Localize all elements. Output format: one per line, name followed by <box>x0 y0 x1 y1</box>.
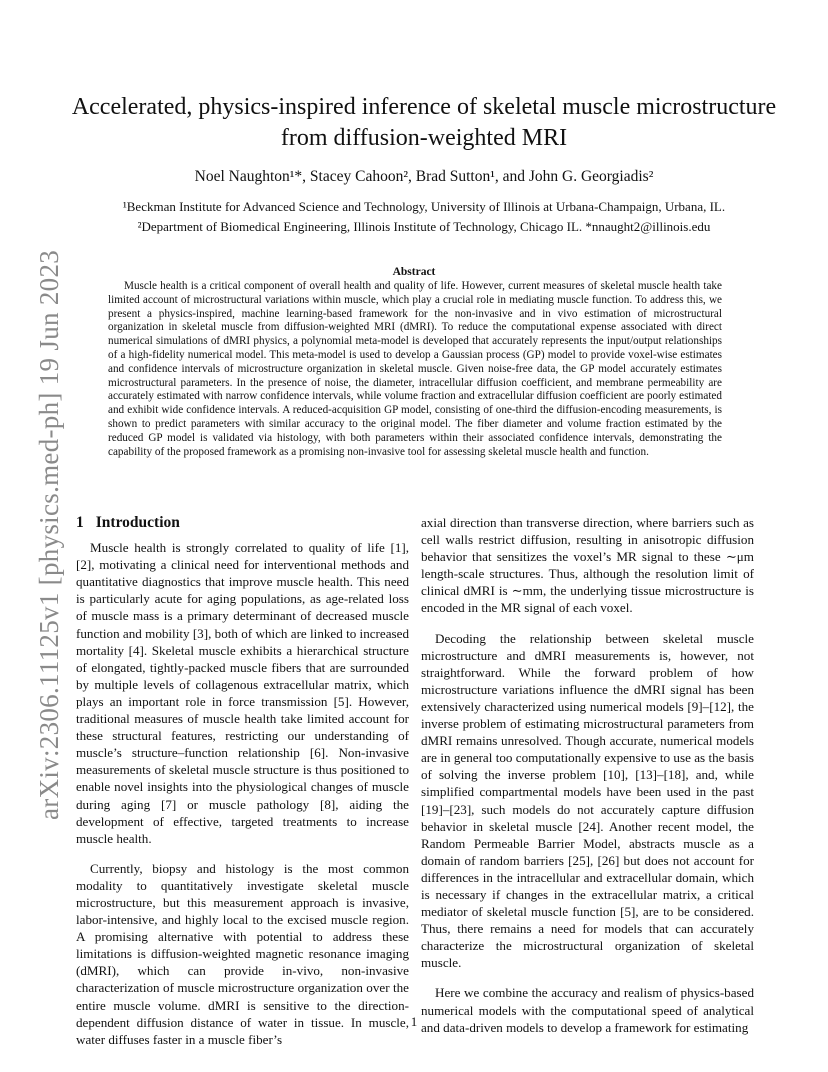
left-paragraph-1: Muscle health is strongly correlated to quality of life [1], [2], motivating a clinical need for interventional methods and quantitative diagnostics that improve muscle health. This need is particularly acute for aging populations, as age-related loss of muscle mass is a primary determinant of decreased muscle function and mobility [3], both of which are linked to increased mortality [4]. Skeletal muscle exhibits a hierarchical structure of elongated, tightly-packed muscle fibers that are surrounded by multiple levels of collagenous extracellular matrix, which plays an important role in force transmission [5]. However, traditional measures of muscle health take limited account for these structural features, restricting our understanding of muscle’s structure–function relationship [6]. Non-invasive measurements of skeletal muscle structure is thus positioned to enable novel insights into the physiological changes of muscle during aging [7] or muscle pathology [8], aiding the development of effective, targeted treatments to increase muscle health. <box>76 540 409 846</box>
right-column <box>421 514 754 1049</box>
right-paragraph-2: Decoding the relationship between skeletal muscle microstructure and dMRI measurements is, however, not straightforward. While the forward problem of how microstructure variations influence the dMRI signal has been extensively characterized using numerical models [9]–[12], the inverse problem of estimating microstructural parameters from dMRI remains unresolved. Though accurate, numerical models are in general too computationally expensive to use as the basis of solving the inverse problem [10], [13]–[18], and, while simplified compartmental models have been used in the past [19]–[23], such models do not accurately capture diffusion behavior in skeletal muscle [24]. Another recent model, the Random Permeable Barrier Model, abstracts muscle as a domain of random barriers [25], [26] but does not account for differences in the intracellular and extracellular domain, which is necessary if changes in the extracellular matrix, a critical mediator of skeletal muscle function [5], are to be considered. Thus, there remains a need for models that can accurately characterize the microstructural organization of skeletal muscle. <box>421 630 754 971</box>
left-paragraph-2: Currently, biopsy and histology is the most common modality to quantitatively investigate skeletal muscle microstructure, but this measurement approach is invasive, labor-intensive, and highly local to the excised muscle region. A promising alternative with potential to address these limitations is diffusion-weighted magnetic resonance imaging (dMRI), which can provide in-vivo, non-invasive characterization of muscle microstructure organization over the entire muscle volume. dMRI is sensitive to the direction-dependent diffusion distance of water in tissue. In muscle, water diffuses faster in a muscle fiber’s <box>76 860 409 1047</box>
section-number: 1 <box>76 514 84 531</box>
right-paragraph-3: Here we combine the accuracy and realism of physics-based numerical models with the computational speed of analytical and data-driven models to develop a framework for estimating <box>421 985 754 1035</box>
arxiv-identifier: arXiv:2306.11125v1 [physics.med-ph] 19 Jun 2023 <box>34 249 64 820</box>
left-column <box>76 514 409 1061</box>
abstract-heading: Abstract <box>392 266 436 278</box>
page-number: 1 <box>410 1014 418 1029</box>
abstract-text: Muscle health is a critical component of overall health and quality of life. However, current measures of skeletal muscle health take limited account of microstructural variations within muscle, which play a crucial role in mediating muscle function. To address this, we present a physics-inspired, machine learning-based framework for the non-invasive and in vivo estimation of microstructural organization in skeletal muscle from diffusion-weighted MRI (dMRI). To reduce the computational expense associated with direct numerical simulations of dMRI physics, a polynomial meta-model is developed that accurately represents the input/output relationships of a high-fidelity numerical model. This meta-model is used to develop a Gaussian process (GP) model to provide voxel-wise estimates and confidence intervals of microstructure organization in skeletal muscle. Given noise-free data, the GP model accurately estimates microstructural parameters. In the presence of noise, the diameter, intracellular diffusion coefficient, and membrane permeability are accurately estimated with narrow confidence intervals, while volume fraction and extracellular diffusion coefficient are poorly estimated and exhibit wide confidence intervals. A reduced-acquisition GP model, consisting of one-third the diffusion-encoding measurements, is shown to predict parameters with similar accuracy to the original model. The fiber diameter and volume fraction estimated by the reduced GP model is validated via histology, with both parameters within their associated confidence intervals, demonstrating the capability of the proposed framework as a promising non-invasive tool for assessing skeletal muscle health and function. <box>108 280 722 458</box>
arxiv-side-stamp <box>28 240 68 820</box>
author-list: Noel Naughton¹*, Stacey Cahoon², Brad Sutton¹, and John G. Georgiadis² <box>194 168 654 185</box>
section-title: Introduction <box>95 514 180 531</box>
affiliation-1: ¹Beckman Institute for Advanced Science and Technology, University of Illinois at Urbana-Champaign, Urbana, IL. <box>122 199 726 214</box>
section-heading <box>76 514 409 531</box>
right-paragraph-1: axial direction than transverse direction, where barriers such as cell walls restrict diffusion, resulting in anisotropic diffusion behavior that sensitizes the voxel’s MR signal to these ∼μm length-scale structures. Thus, although the resolution limit of clinical dMRI is ∼mm, the underlying tissue microstructure is encoded in the MR signal of each voxel. <box>421 515 754 616</box>
paper-title: Accelerated, physics-inspired inference of skeletal muscle microstructure from diffusion-weighted MRI <box>71 94 777 151</box>
affiliation-2: ²Department of Biomedical Engineering, Illinois Institute of Technology, Chicago IL. *nnaught2@illinois.edu <box>137 219 711 234</box>
